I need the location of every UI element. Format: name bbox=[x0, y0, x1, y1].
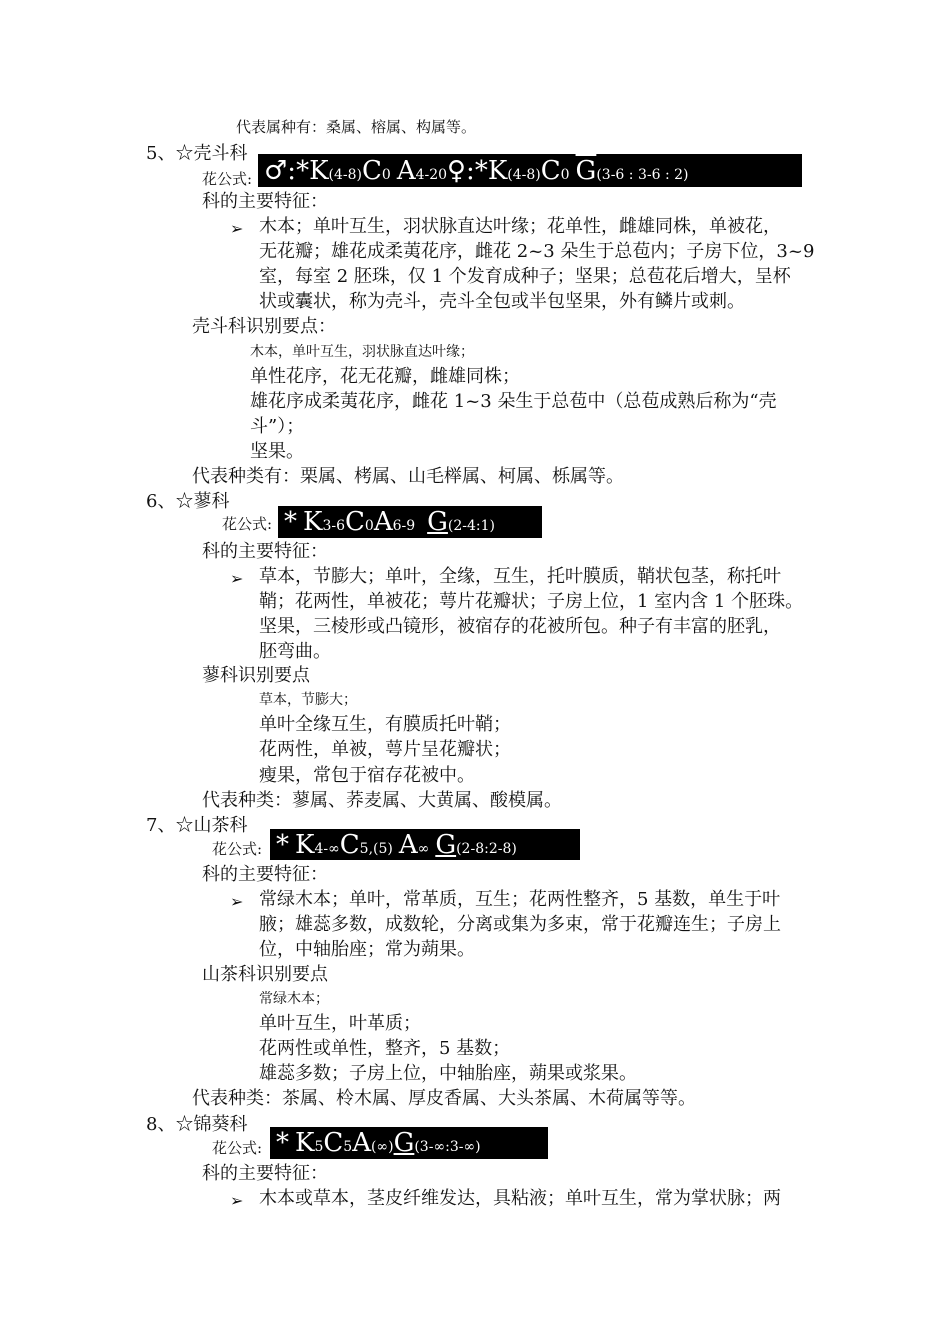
corolla-symbol: C bbox=[361, 155, 382, 186]
formula-label-8: 花公式: bbox=[212, 1139, 263, 1157]
corolla-count: 5 bbox=[343, 1139, 353, 1155]
section-7-title: 7、☆山茶科 bbox=[146, 815, 248, 836]
s5-feature-line-1: 木本；单叶互生，羽状脉直达叶缘；花单性，雌雄同株，单被花， bbox=[259, 216, 781, 237]
androecium-symbol: A bbox=[396, 155, 416, 186]
s7-feature-line-3: 位，中轴胎座；常为蒴果。 bbox=[259, 939, 475, 960]
calyx-count: (4-8) bbox=[328, 166, 362, 183]
androecium-symbol: A bbox=[352, 1128, 371, 1158]
gynoecium-count: (2-8:2-8) bbox=[456, 840, 517, 857]
gynoecium-count: (3-6 : 3-6 : 2) bbox=[596, 166, 689, 183]
s8-feature-line-1: 木本或草本，茎皮纤维发达，具粘液；单叶互生，常为掌状脉；两 bbox=[259, 1188, 781, 1209]
corolla-count: 0 bbox=[364, 518, 374, 534]
female-symbol: ♀: bbox=[447, 155, 475, 186]
s6-id-line-3: 花两性，单被，萼片呈花瓣状； bbox=[259, 739, 511, 760]
identification-title-5: 壳斗科识别要点： bbox=[192, 316, 336, 337]
s7-feature-line-2: 腋；雄蕊多数，成数轮，分离或集为多束，常于花瓣连生；子房上 bbox=[259, 914, 781, 935]
gynoecium-symbol: G bbox=[427, 507, 448, 537]
calyx-symbol-2: K bbox=[487, 155, 508, 186]
s6-id-line-2: 单叶全缘互生，有膜质托叶鞘； bbox=[259, 714, 511, 735]
main-features-title-6: 科的主要特征： bbox=[202, 541, 328, 562]
s7-id-line-1: 常绿木本； bbox=[259, 991, 329, 1007]
calyx-symbol: K bbox=[295, 1128, 315, 1158]
main-features-title-7: 科的主要特征： bbox=[202, 864, 328, 885]
actinomorphic-symbol-2: * bbox=[474, 155, 488, 186]
s7-feature-line-1: 常绿木本；单叶，常革质，互生；花两性整齐，5 基数，单生于叶 bbox=[259, 889, 781, 910]
s5-feature-line-3: 室，每室 2 胚珠，仅 1 个发育成种子；坚果；总苞花后增大，呈杯 bbox=[259, 266, 791, 287]
formula-label-7: 花公式: bbox=[212, 840, 263, 858]
calyx-symbol: K bbox=[295, 829, 315, 860]
bullet-icon: ➢ bbox=[230, 569, 244, 588]
male-symbol: ♂: bbox=[264, 155, 297, 186]
androecium-count: 4-20 bbox=[415, 166, 448, 183]
gynoecium-symbol: $\overline{G}$ bbox=[575, 155, 597, 186]
androecium-count: (∞) bbox=[370, 1139, 394, 1155]
corolla-count: 0 bbox=[381, 166, 391, 183]
androecium-count: ∞ bbox=[417, 840, 430, 857]
corolla-symbol: C bbox=[339, 829, 360, 860]
section-5-title: 5、☆壳斗科 bbox=[146, 143, 248, 164]
flower-formula-malvaceae bbox=[270, 1127, 548, 1159]
calyx-count-2: (4-8) bbox=[507, 166, 541, 183]
s5-id-line-2: 单性花序，花无花瓣，雌雄同株； bbox=[250, 366, 520, 387]
s5-id-line-5: 坚果。 bbox=[250, 441, 304, 462]
genera-line-fagaceae: 代表种类有：栗属、栲属、山毛榉属、柯属、栎属等。 bbox=[192, 466, 624, 487]
androecium-symbol: A bbox=[373, 507, 393, 537]
s7-id-line-3: 花两性或单性，整齐，5 基数； bbox=[259, 1038, 511, 1059]
calyx-count: 4-∞ bbox=[314, 840, 340, 857]
s6-feature-line-4: 胚弯曲。 bbox=[259, 641, 331, 662]
gynoecium-symbol: G bbox=[435, 829, 457, 860]
genera-line-polygonaceae: 代表种类：蓼属、荞麦属、大黄属、酸模属。 bbox=[202, 790, 562, 811]
s5-id-line-1: 木本，单叶互生，羽状脉直达叶缘； bbox=[250, 344, 474, 360]
calyx-symbol: K bbox=[309, 155, 329, 186]
s7-id-line-4: 雄蕊多数；子房上位，中轴胎座，蒴果或浆果。 bbox=[259, 1063, 637, 1084]
s6-id-line-4: 瘦果，常包于宿存花被中。 bbox=[259, 765, 475, 786]
s5-id-line-3: 雄花序成柔荑花序，雌花 1~3 朵生于总苞中（总苞成熟后称为“壳 bbox=[250, 391, 777, 412]
formula-label-6: 花公式: bbox=[222, 515, 273, 533]
flower-formula-polygonaceae bbox=[278, 506, 542, 538]
s6-feature-line-1: 草本，节膨大；单叶，全缘，互生，托叶膜质，鞘状包茎，称托叶 bbox=[259, 566, 781, 587]
flower-formula-fagaceae bbox=[258, 154, 802, 187]
actinomorphic-symbol: * bbox=[276, 829, 289, 860]
gynoecium-symbol: G bbox=[393, 1128, 415, 1158]
actinomorphic-symbol: * bbox=[284, 507, 297, 537]
corolla-symbol: C bbox=[344, 507, 365, 537]
bullet-icon: ➢ bbox=[230, 219, 244, 238]
corolla-count-2: 0 bbox=[560, 166, 570, 183]
s6-id-line-1: 草本，节膨大； bbox=[259, 692, 357, 708]
s5-id-line-4: 斗”）； bbox=[250, 416, 305, 437]
actinomorphic-symbol: * bbox=[296, 155, 310, 186]
actinomorphic-symbol: * bbox=[276, 1128, 289, 1158]
s7-id-line-2: 单叶互生，叶革质； bbox=[259, 1013, 421, 1034]
flower-formula-theaceae bbox=[270, 829, 580, 860]
calyx-count: 3-6 bbox=[322, 518, 345, 534]
identification-title-7: 山茶科识别要点 bbox=[202, 964, 328, 985]
corolla-symbol-2: C bbox=[540, 155, 561, 186]
main-features-title-5: 科的主要特征： bbox=[202, 191, 328, 212]
bullet-icon: ➢ bbox=[230, 892, 244, 911]
formula-label-5: 花公式: bbox=[202, 170, 253, 188]
identification-title-6: 蓼科识别要点 bbox=[202, 665, 310, 686]
bullet-icon: ➢ bbox=[230, 1191, 244, 1210]
s5-feature-line-4: 状或囊状，称为壳斗，壳斗全包或半包坚果，外有鳞片或刺。 bbox=[259, 291, 745, 312]
main-features-title-8: 科的主要特征： bbox=[202, 1163, 328, 1184]
corolla-symbol: C bbox=[323, 1128, 344, 1158]
calyx-count: 5 bbox=[314, 1139, 324, 1155]
gynoecium-count: (2-4:1) bbox=[447, 518, 496, 534]
section-8-title: 8、☆锦葵科 bbox=[146, 1114, 248, 1135]
section-6-title: 6、☆蓼科 bbox=[146, 491, 230, 512]
androecium-symbol: A bbox=[398, 829, 418, 860]
s5-feature-line-2: 无花瓣；雄花成柔荑花序，雌花 2~3 朵生于总苞内；子房下位，3~9 bbox=[259, 241, 815, 262]
s6-feature-line-3: 坚果，三棱形或凸镜形，被宿存的花被所包。种子有丰富的胚乳， bbox=[259, 616, 781, 637]
corolla-count: 5,(5) bbox=[359, 840, 393, 857]
s6-feature-line-2: 鞘；花两性，单被花；萼片花瓣状；子房上位，1 室内含 1 个胚珠。 bbox=[259, 591, 804, 612]
calyx-symbol: K bbox=[303, 507, 323, 537]
genera-line-moraceae: 代表属种有：桑属、榕属、构属等。 bbox=[236, 118, 477, 136]
androecium-count: 6-9 bbox=[392, 518, 416, 534]
gynoecium-count: (3-∞:3-∞) bbox=[414, 1139, 481, 1155]
genera-line-theaceae: 代表种类：茶属、柃木属、厚皮香属、大头茶属、木荷属等等。 bbox=[192, 1088, 696, 1109]
